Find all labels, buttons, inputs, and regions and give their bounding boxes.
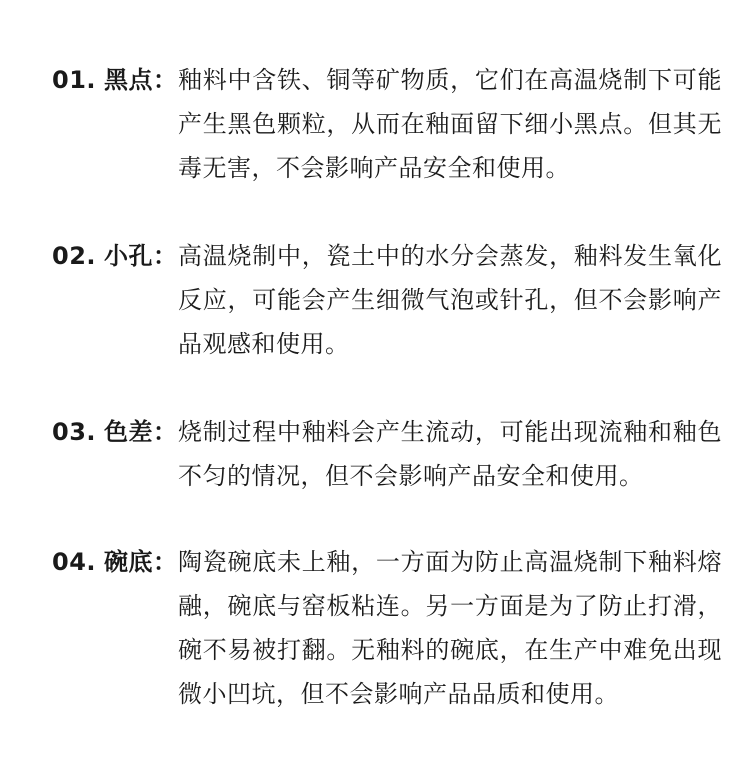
note-item-black-spots: [52, 58, 722, 190]
note-title: 色差: [104, 418, 154, 446]
note-number: 01.: [52, 66, 97, 94]
note-label: [52, 540, 178, 716]
note-text: 釉料中含铁、铜等矿物质，它们在高温烧制下可能产生黑色颗粒，从而在釉面留下细小黑点。但其无毒无害，不会影响产品安全和使用。: [178, 66, 722, 182]
note-item-pinholes: [52, 234, 722, 366]
note-label: [52, 58, 178, 190]
note-number: 03.: [52, 418, 97, 446]
note-colon: ：: [153, 418, 178, 446]
note-text: 陶瓷碗底未上釉，一方面为防止高温烧制下釉料熔融，碗底与窑板粘连。另一方面是为了防止打滑，碗不易被打翻。无釉料的碗底，在生产中难免出现微小凹坑，但不会影响产品品质和使用。: [178, 548, 722, 708]
note-colon: ：: [153, 242, 178, 270]
note-text: 高温烧制中，瓷土中的水分会蒸发，釉料发生氧化反应，可能会产生细微气泡或针孔，但不会影响产品观感和使用。: [178, 242, 722, 358]
note-colon: ：: [153, 66, 178, 94]
note-item-color-difference: [52, 410, 722, 498]
note-title: 黑点: [104, 66, 154, 94]
note-number: 02.: [52, 242, 97, 270]
note-title: 小孔: [104, 242, 154, 270]
note-number: 04.: [52, 548, 97, 576]
note-text: 烧制过程中釉料会产生流动，可能出现流釉和釉色不匀的情况，但不会影响产品安全和使用。: [178, 418, 722, 490]
note-colon: ：: [153, 548, 178, 576]
note-label: [52, 410, 178, 498]
note-label: [52, 234, 178, 366]
note-item-bowl-bottom: [52, 540, 722, 716]
note-title: 碗底: [104, 548, 154, 576]
